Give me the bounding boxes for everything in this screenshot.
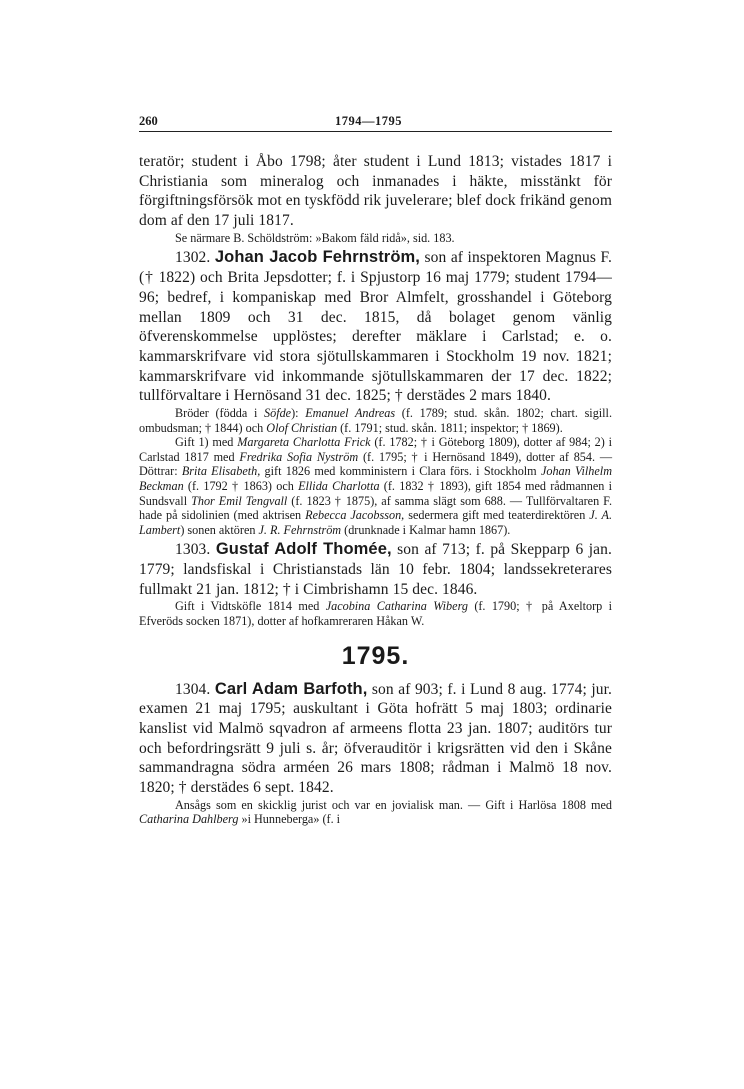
entry-1303 [139, 540, 612, 599]
year-heading: 1795. [341, 641, 410, 670]
header-rule [139, 131, 612, 132]
entry-1302 [139, 248, 612, 406]
page-number: 260 [139, 114, 158, 128]
entry-text: son af 713; f. på Skepparp 6 jan. 1779; landsfiskal i Christianstads län 10 febr. 1804; landssekreterares fullmakt 21 jan. 1812; † i Cimbrishamn 15 dec. 1846. [139, 541, 612, 598]
entry-number: 1302. [175, 249, 211, 267]
entry-name: Gustaf Adolf Thomée, [215, 540, 392, 559]
entry-name: Johan Jacob Fehrnström, [214, 248, 420, 267]
entry-number: 1304. [175, 680, 211, 698]
entry-name: Carl Adam Barfoth, [214, 679, 368, 698]
entry-text: son af 903; f. i Lund 8 aug. 1774; jur. examen 21 maj 1795; auskultant i Göta hofrätt 5 maj 1803; ordinarie kanslist vid Malmö sqvadron af armeens flotta 23 jan. 1807; auditörs tur och befordringsrätt 9 juli s. år; öfverauditör i krigsrätten vid den i Skåne sammandragna södra arméen 26 mars 1808; rådman i Malmö 18 nov. 1820; † derstädes 6 sept. 1842. [139, 680, 612, 797]
entry-1304 [139, 680, 612, 798]
running-header [139, 112, 612, 130]
entry-1302-siblings: Bröder (födda i Söfde): Emanuel Andreas (f. 1789; stud. skån. 1802; chart. sigill. ombudsman; † 1844) och Olof Christian (f. 1791; stud. skån. 1811; inspektor; † 1869). [139, 406, 612, 435]
running-head-years: 1794—1795 [335, 114, 402, 128]
page-body [139, 152, 612, 827]
page [139, 112, 613, 827]
entry-1303-marriage: Gift i Vidtsköfle 1814 med Jacobina Catharina Wiberg (f. 1790; † på Axeltorp i Efveröds socken 1871), dotter af hofkamreraren Håkan W. [139, 599, 612, 629]
intro-paragraph: teratör; student i Åbo 1798; åter student i Lund 1813; vistades 1817 i Christiania som mineralog och inmanades i häkte, misstänkt för förgiftningsförsök mot en tyskfödd rik juvelerare; blef dock frikänd genom dom af den 17 juli 1817. [139, 153, 612, 230]
entry-text: son af inspektoren Magnus F. († 1822) och Brita Jepsdotter; f. i Spjustorp 16 maj 1779; student 1794—96; bedref, i kompaniskap med Bror Almfelt, grosshandel i Göteborg mellan 1809 och 31 dec. 1815, då bolaget genom vänlig öfverenskommelse upplöstes; derefter mäklare i Carlstad; e. o. kammarskrifvare vid stora sjötullskammaren i Stockholm 19 nov. 1821; kammarskrifvare vid inkommande sjötullskammaren der 17 dec. 1822; tullförvaltare i Hernösand 31 dec. 1825; † derstädes 2 mars 1840. [139, 249, 612, 405]
entry-1302-marriage: Gift 1) med Margareta Charlotta Frick (f. 1782; † i Göteborg 1809), dotter af 984; 2) i Carlstad 1817 med Fredrika Sofia Nyström (f. 1795; † i Hernösand 1849), dotter af 854. — Döttrar: Brita Elisabeth, gift 1826 med komministern i Clara förs. i Stockholm Johan Vilhelm Beckman (f. 1792 † 1863) och Ellida Charlotta (f. 1832 † 1893), gift 1854 med rådmannen i Sundsvall Thor Emil Tengvall (f. 1823 † 1875), af samma slägt som 688. — Tullförvaltaren F. hade på sidolinien (med aktrisen Rebecca Jacobsson, sedermera gift med teaterdirektören J. A. Lambert) sonen aktören J. R. Fehrnström (drunknade i Kalmar hamn 1867). [139, 435, 613, 537]
entry-number: 1303. [175, 541, 211, 559]
entry-1304-note: Ansågs som en skicklig jurist och var en jovialisk man. — Gift i Harlösa 1808 med Catharina Dahlberg »i Hunneberga» (f. i [139, 797, 612, 827]
intro-note: Se närmare B. Schöldström: »Bakom fäld ridå», sid. 183. [175, 230, 455, 245]
